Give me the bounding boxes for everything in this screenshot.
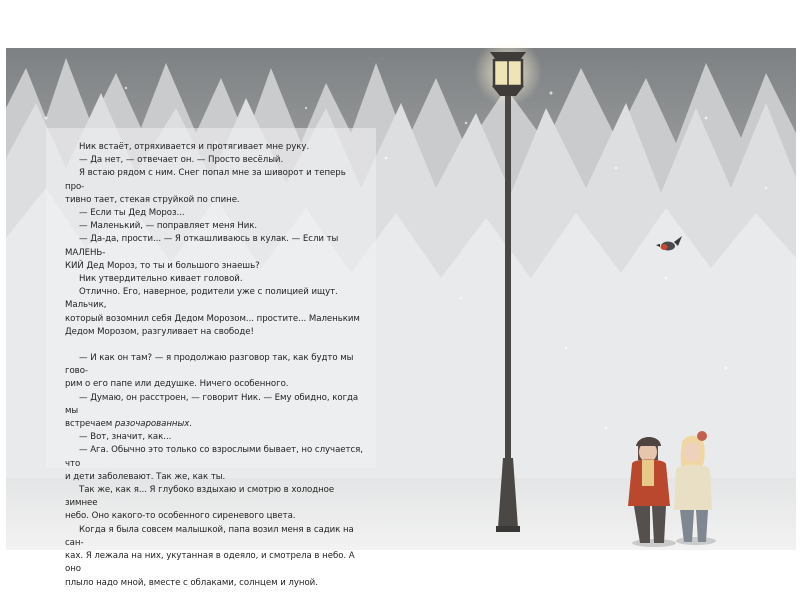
paragraph: Ник утвердительно кивает головой. [79, 274, 243, 285]
paragraph: — Да-да, прости... — Я откашливаюсь в кулак. — Если ты МАЛЕНЬ- КИЙ Дед Мороз, то ты и большого знаешь? [65, 234, 339, 271]
paragraph: — И как он там? — я продолжаю разговор так, как будто мы гово- рим о его папе или дедушке. Ничего особенного. [65, 353, 354, 390]
paragraph: Когда я была совсем малышкой, папа возил меня в садик на сан- ках. Я лежала на них, укутанная в одеяло, и смотрела в небо. А оно плыло надо мной, вместе с облаками, солнцем и луной. [65, 524, 355, 588]
paragraph-tail: . [189, 419, 192, 430]
paragraph: Ник встаёт, отряхивается и протягивает мне руку. [79, 142, 310, 152]
paragraph: Я встаю рядом с ним. Снег попал мне за шиворот и теперь про- тивно тает, стекая струйкой по спине. [65, 168, 346, 205]
story-text [65, 141, 365, 590]
paragraph: Так же, как я... Я глубоко вздыхаю и смотрю в холодное зимнее небо. Оно какого-то особенного сиреневого цвета. [65, 485, 335, 522]
paragraph: — Ага. Обычно это только со взрослыми бывает, но случается, что и дети заболевают. Так же, как ты. [65, 445, 363, 482]
paragraph-text: — Думаю, он расстроен, — говорит Ник. — Ему обидно, когда мы встречаем [65, 392, 359, 430]
paragraph: — Маленький, — поправляет меня Ник. [79, 221, 258, 232]
paragraph: — Вот, значит, как... [79, 432, 172, 443]
emphasis-word: разочарованных [114, 419, 190, 430]
paragraph: — Да нет, — отвечает он. — Просто весёлый. [79, 155, 284, 166]
paragraph-with-emphasis [65, 392, 365, 432]
paragraph: Отлично. Его, наверное, родители уже с полицией ищут. Мальчик, который возомнил себя Дедом Морозом... простите... Маленьким Дедом Морозом, разгуливает на свободе! [65, 287, 360, 337]
book-spread [6, 48, 796, 588]
paragraph: — Если ты Дед Мороз... [79, 208, 185, 219]
